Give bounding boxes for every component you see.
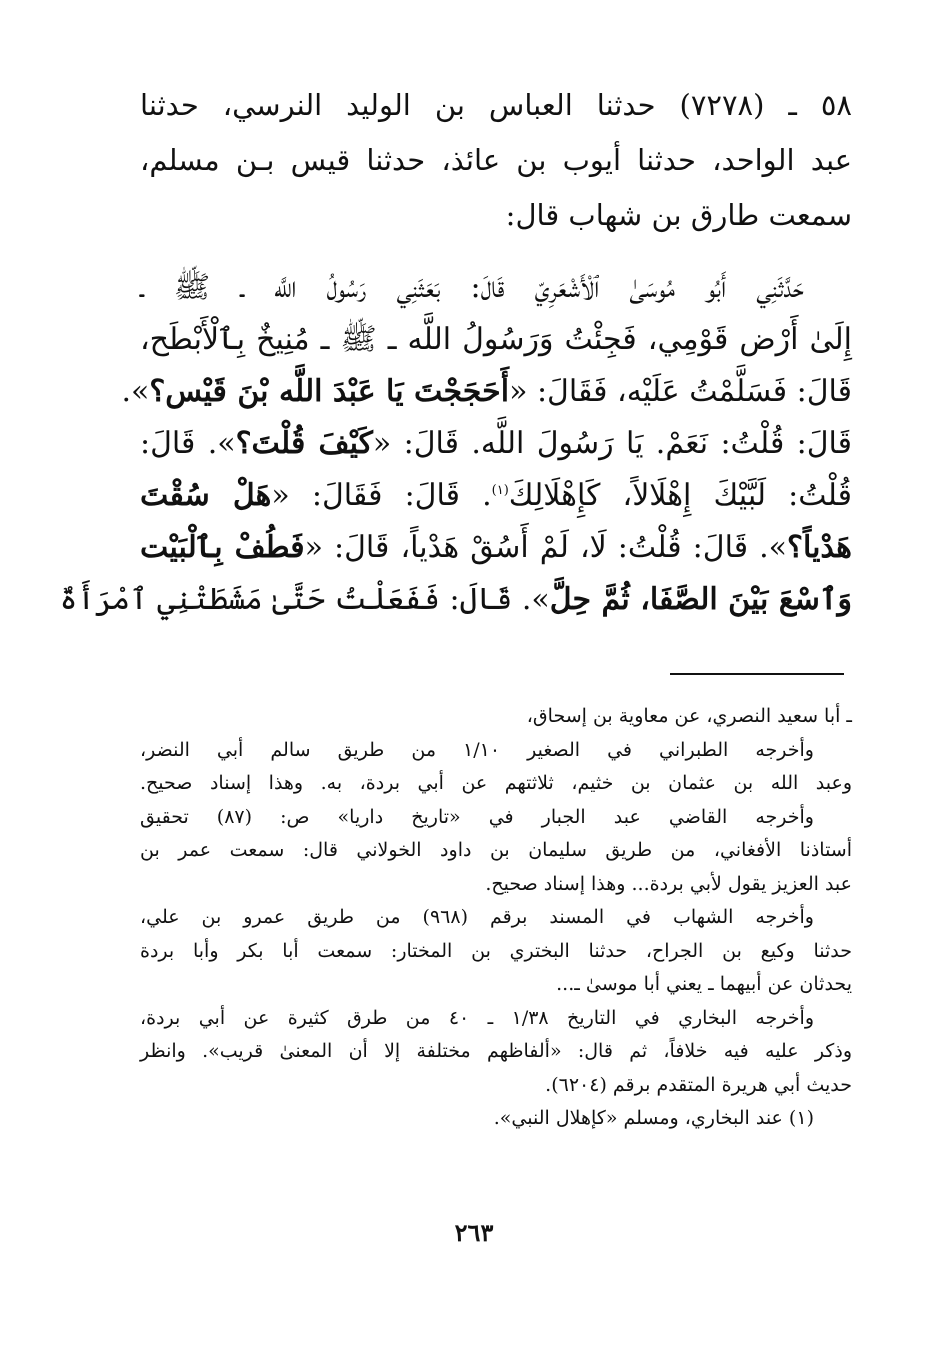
hadith-line: إِلَىٰ أَرْض قَوْمِي، فَجِئْتُ وَرَسُولُ اللَّه ـ ﷺ ـ مُنِيخٌ بِٱلْأَبْطَح، [140,322,852,357]
hadith-text-run: قُلْتُ: لَبَّيْكَ إِهْلَالاً، كَإِهْلَالِكَ [508,478,853,513]
prophet-speech: هَدْياً؟ [787,530,852,565]
isnad-line: ٥٨ ـ (٧٢٧٨) حدثنا العباس بن الوليد النرسي، حدثنا [140,88,852,122]
footnote-line: وأخرجه البخاري في التاريخ ١/٣٨ ـ ٤٠ من طرق كثيرة عن أبي بردة، [140,1006,814,1029]
hadith-line [140,470,852,522]
footnote-line: وعبد الله بن عثمان بن خثيم، ثلاثتهم عن أبي بردة، به. وهذا إسناد صحيح. [140,772,852,794]
footnotes [140,700,852,1136]
hadith-line [59,574,852,626]
footnote-line: حديث أبي هريرة المتقدم برقم (٦٢٠٤). [545,1073,852,1096]
hadith-text-run: ». قَالَ: قُلْتُ: لَا، لَمْ أَسُقْ هَدْياً، قَالَ: « [304,530,788,565]
hadith-line [121,366,852,418]
hadith-line [140,522,852,574]
prophet-speech: وَٱسْعَ بَيْنَ الصَّفَا، ثُمَّ حِلَّ [549,582,852,617]
footnote-line: أستاذنا الأفغاني، من طريق سليمان بن داود الخولاني قال: سمعت عمر بن [140,839,853,861]
footnote-line: يحدثان عن أبيهما ـ يعني أبا موسىٰ ـ... [556,973,852,995]
isnad-line: سمعت طارق بن شهاب قال: [505,198,852,232]
hadith-text-run: ». [121,374,150,409]
prophet-speech: فَطُفْ بِٱلْبَيْت [140,530,305,565]
isnad-paragraph [140,78,852,243]
hadith-text-run: ». قَالَ: [140,426,236,461]
hadith-line: حَدَّثَنِي أَبُو مُوسَىٰ ٱلْأَشْعَرِيّ قَالَ: بَعَثَنِي رَسُولُ اللَّه ـ ﷺ ـ [140,270,804,305]
footnote-1: (١) عند البخاري، ومسلم «كإهلال النبي». [493,1107,814,1129]
footnote-line: وأخرجه القاضي عبد الجبار في «تاريخ داريا» ص: (٨٧) تحقيق [140,805,814,828]
footnote-marker[interactable]: (١) [491,483,509,498]
hadith-line [140,418,852,470]
prophet-speech: كَيْفَ قُلْتَ؟ [235,426,373,461]
hadith-text-run: ». قَالَ: فَفَعَلْتُ حَتَّىٰ مَشَطَتْنِي ٱمْرَأَةٌ [59,582,550,617]
footnote-line: وأخرجه الشهاب في المسند برقم (٩٦٨) من طريق عمرو بن علي، [140,906,814,928]
prophet-speech: أَحَجَجْتَ يَا عَبْدَ اللَّه بْنَ قَيْس؟ [149,374,510,409]
footnote-line: عبد العزيز يقول لأبي بردة... وهذا إسناد صحيح. [485,872,852,895]
prophet-speech: هَلْ سُقْتَ [140,478,272,513]
isnad-line: عبد الواحد، حدثنا أيوب بن عائذ، حدثنا قيس بـن مسلم، [140,143,852,177]
footnote-line: حدثنا وكيع بن الجراح، حدثنا البختري بن المختار: سمعت أبا بكر وأبا بردة [140,939,852,962]
footnote-separator [670,673,844,675]
hadith-text-run: قَالَ: فَسَلَّمْتُ عَلَيْه، فَقَالَ: « [509,374,852,409]
hadith-text-run: . قَالَ: فَقَالَ: « [271,478,492,513]
page-number: ٢٦٣ [454,1218,494,1247]
footnote-line: ـ أبا سعيد النصري، عن معاوية بن إسحاق، [526,705,852,727]
hadith-text-run: قَالَ: قُلْتُ: نَعَمْ. يَا رَسُولَ اللَّه. قَالَ: « [372,426,853,461]
footnote-line: وذكر عليه فيه خلافاً، ثم قال: «ألفاظهم مختلفة إلا أن المعنىٰ قريب». وانظر [140,1040,852,1062]
hadith-text [59,262,853,626]
footnote-line: وأخرجه الطبراني في الصغير ١/١٠ من طريق سالم أبي النضر، [140,738,814,761]
